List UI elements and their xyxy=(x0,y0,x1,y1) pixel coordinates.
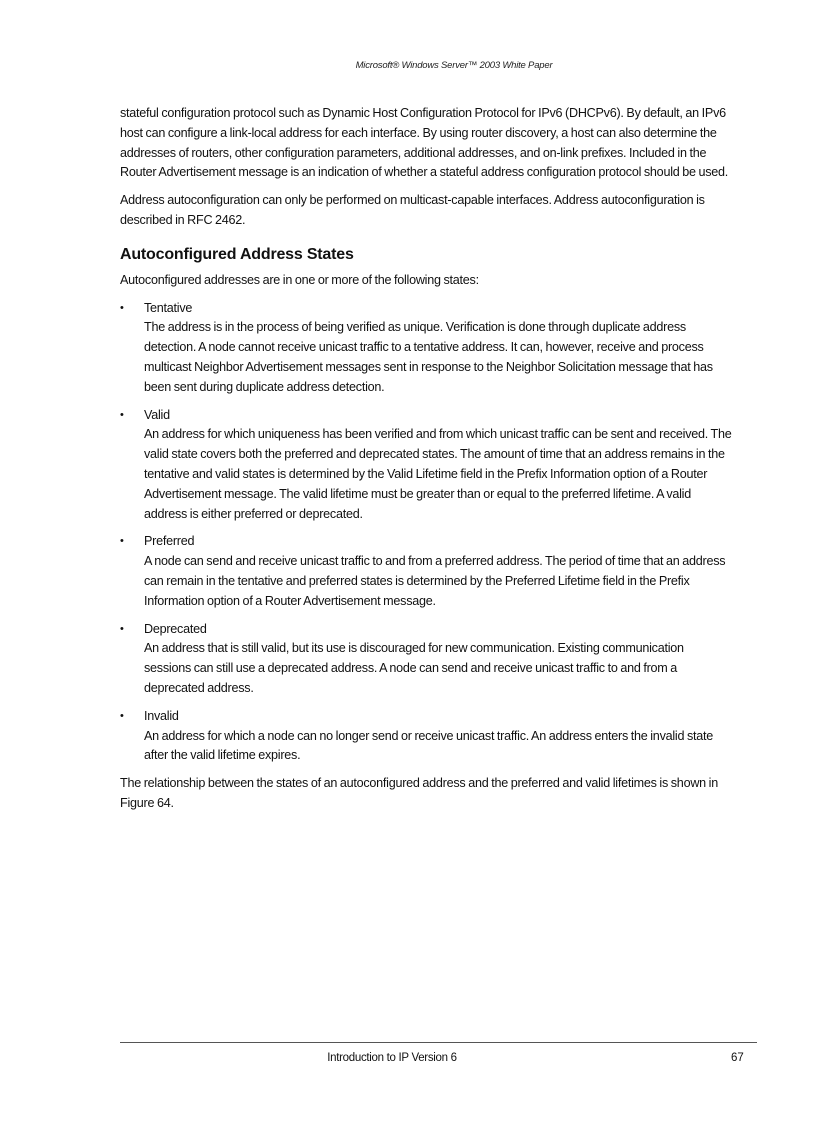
footer-document-title xyxy=(0,1052,816,1064)
bullet-icon: • xyxy=(120,408,124,421)
state-name: Valid xyxy=(144,407,170,422)
page-body xyxy=(120,104,732,822)
running-header-title: Microsoft® Windows Server™ 2003 White Paper xyxy=(355,60,553,71)
multicast-paragraph: Address autoconfiguration can only be performed on multicast-capable interfaces. Address autoconfiguration is described in RFC 2462. xyxy=(120,193,705,227)
state-description: An address for which a node can no longer send or receive unicast traffic. An address enters the invalid state after the valid lifetime expires. xyxy=(144,728,714,763)
state-name: Invalid xyxy=(144,708,179,723)
bullet-icon: • xyxy=(120,622,124,635)
running-header xyxy=(0,60,816,71)
list-item-invalid xyxy=(120,707,732,766)
address-states-list xyxy=(120,299,732,767)
list-item-preferred xyxy=(120,532,732,611)
bullet-icon: • xyxy=(120,535,124,548)
footer-title-text: Introduction to IP Version 6 xyxy=(327,1052,457,1064)
bullet-icon: • xyxy=(120,709,124,722)
list-item-valid xyxy=(120,406,732,525)
page-number: 67 xyxy=(731,1052,744,1064)
state-description: A node can send and receive unicast traffic to and from a preferred address. The period of time that an address can remain in the tentative and preferred states is determined by the Preferred Lifetime field in the Prefix Information option of a Router Advertisement message. xyxy=(144,554,726,608)
state-name: Deprecated xyxy=(144,621,207,636)
list-item-tentative xyxy=(120,299,732,398)
state-description: An address that is still valid, but its use is discouraged for new communication. Existing communication sessions can still use a deprecated address. A node can send and receive unicast traffic to and from a deprecated address. xyxy=(144,641,684,695)
intro-paragraph: stateful configuration protocol such as Dynamic Host Configuration Protocol for IPv6 (DHCPv6). By default, an IPv6 host can configure a link-local address for each interface. By using router discovery, a host can also determine the addresses of routers, other configuration parameters, additional addresses, and on-link prefixes. Included in the Router Advertisement message is an indication of whether a stateful address configuration protocol should be used. xyxy=(120,106,729,180)
states-intro-paragraph: Autoconfigured addresses are in one or more of the following states: xyxy=(120,272,479,287)
list-item-deprecated xyxy=(120,620,732,699)
state-description: The address is in the process of being verified as unique. Verification is done through duplicate address detection. A node cannot receive unicast traffic to a tentative address. It can, however, receive and process multicast Neighbor Advertisement messages sent in response to the Neighbor Solicitation message that has been sent during duplicate address detection. xyxy=(144,320,713,394)
state-name: Preferred xyxy=(144,534,195,549)
section-heading: Autoconfigured Address States xyxy=(120,245,354,263)
closing-paragraph: The relationship between the states of an autoconfigured address and the preferred and valid lifetimes is shown in Figure 64. xyxy=(120,776,718,810)
state-name: Tentative xyxy=(144,300,193,315)
footer-divider xyxy=(120,1042,757,1043)
state-description: An address for which uniqueness has been verified and from which unicast traffic can be sent and received. The valid state covers both the preferred and deprecated states. The amount of time that an address remains in the tentative and valid states is determined by the Valid Lifetime field in the Prefix Information option of a Router Advertisement message. The valid lifetime must be greater than or equal to the preferred lifetime. A valid address is either preferred or deprecated. xyxy=(144,427,732,521)
bullet-icon: • xyxy=(120,301,124,314)
